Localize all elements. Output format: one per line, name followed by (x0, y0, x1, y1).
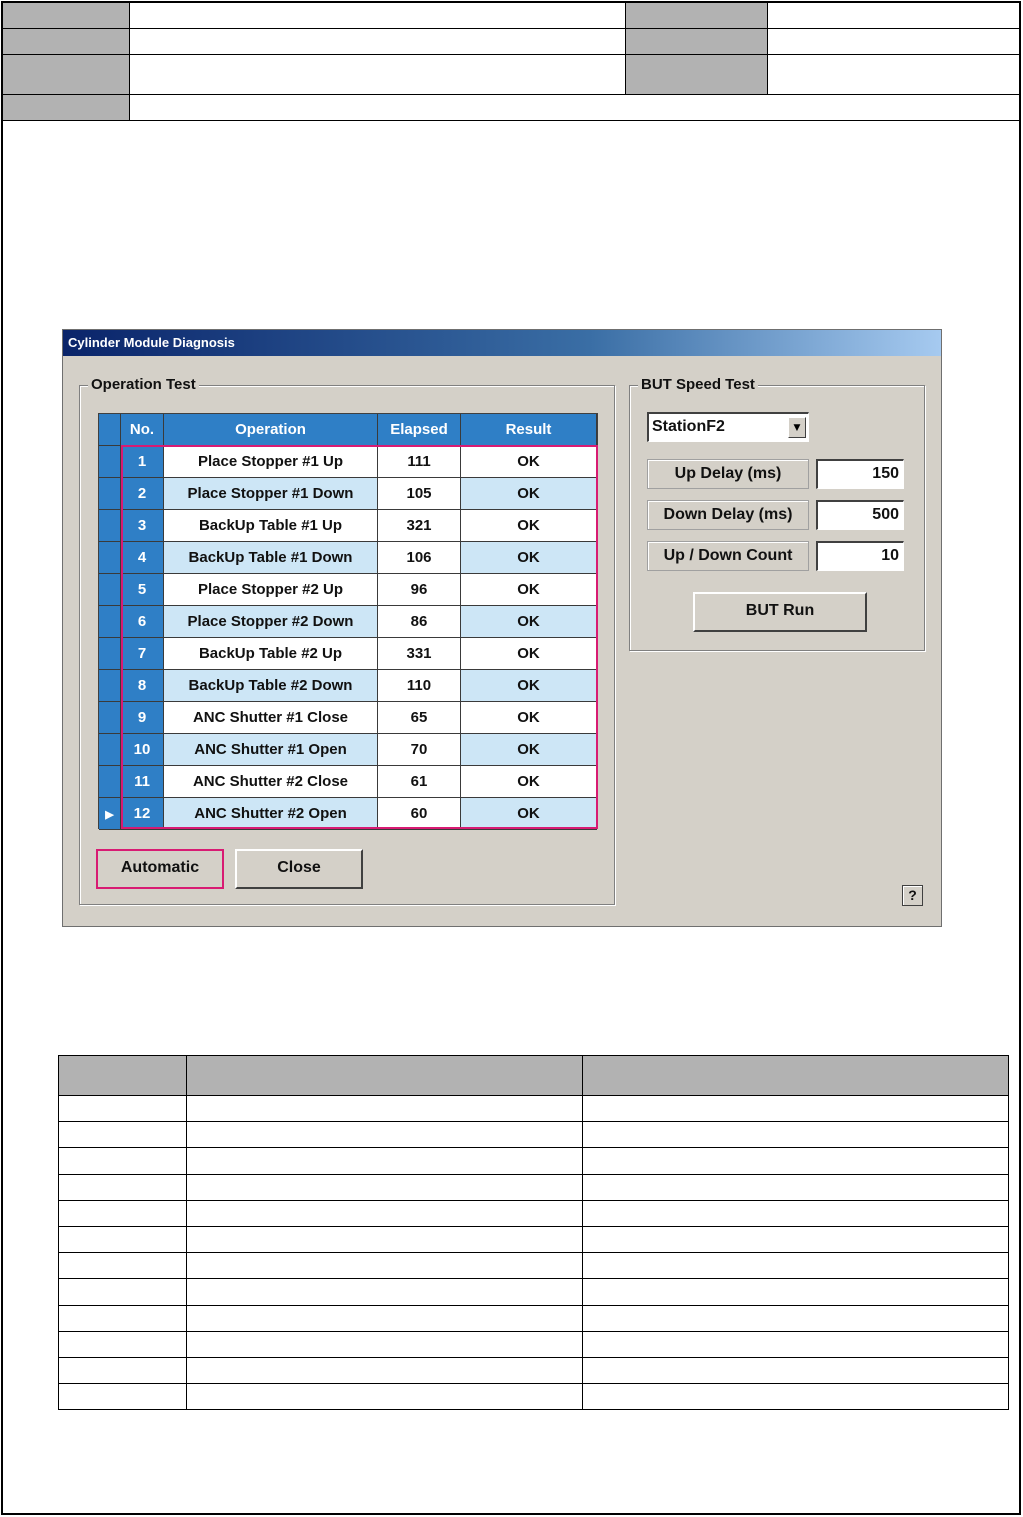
row-no[interactable]: 5 (121, 574, 164, 606)
table-cell (583, 1384, 1009, 1410)
chevron-down-icon[interactable]: ▼ (788, 417, 806, 438)
row-no[interactable]: 7 (121, 638, 164, 670)
parameter-table-header (59, 1056, 1009, 1096)
header-row (3, 95, 1019, 121)
row-selector[interactable] (99, 702, 121, 734)
table-cell (59, 1253, 187, 1279)
but-run-button[interactable]: BUT Run (693, 592, 867, 632)
row-result[interactable]: OK (461, 766, 597, 798)
row-result[interactable]: OK (461, 798, 597, 830)
table-row (59, 1200, 1009, 1226)
grid-header-row (99, 414, 597, 446)
column-header-elapsed[interactable]: Elapsed (378, 414, 461, 446)
row-elapsed[interactable]: 106 (378, 542, 461, 574)
but-speed-test-legend: BUT Speed Test (638, 376, 758, 393)
table-cell (186, 1279, 583, 1305)
header-label-cell (626, 3, 768, 28)
table-row[interactable] (99, 574, 597, 606)
table-cell (583, 1174, 1009, 1200)
table-row[interactable] (99, 446, 597, 478)
help-icon[interactable]: ? (902, 885, 923, 906)
row-no[interactable]: 1 (121, 446, 164, 478)
row-selector[interactable] (99, 542, 121, 574)
table-cell (59, 1174, 187, 1200)
row-operation[interactable]: Place Stopper #1 Up (164, 446, 378, 478)
table-cell (186, 1200, 583, 1226)
row-selector-header (99, 414, 121, 446)
table-cell (186, 1331, 583, 1357)
table-cell (59, 1305, 187, 1331)
row-no[interactable]: 4 (121, 542, 164, 574)
header-cell (186, 1056, 583, 1096)
row-result[interactable]: OK (461, 446, 597, 478)
up-delay-label: Up Delay (ms) (647, 459, 809, 489)
row-elapsed[interactable]: 111 (378, 446, 461, 478)
close-button[interactable]: Close (235, 849, 363, 889)
table-cell (583, 1122, 1009, 1148)
table-cell (59, 1357, 187, 1383)
row-operation[interactable]: BackUp Table #1 Up (164, 510, 378, 542)
row-selector[interactable] (99, 798, 121, 830)
station-select[interactable] (647, 412, 809, 442)
row-result[interactable]: OK (461, 638, 597, 670)
row-selector[interactable] (99, 478, 121, 510)
row-selector[interactable] (99, 766, 121, 798)
row-result[interactable]: OK (461, 670, 597, 702)
table-cell (583, 1331, 1009, 1357)
table-row (59, 1279, 1009, 1305)
column-header-result[interactable]: Result (461, 414, 597, 446)
row-no[interactable]: 12 (121, 798, 164, 830)
table-cell (59, 1331, 187, 1357)
header-value-cell (130, 29, 626, 54)
table-row (59, 1305, 1009, 1331)
row-operation[interactable]: BackUp Table #1 Down (164, 542, 378, 574)
table-row[interactable] (99, 798, 597, 830)
row-operation[interactable]: Place Stopper #2 Up (164, 574, 378, 606)
row-operation[interactable]: BackUp Table #2 Up (164, 638, 378, 670)
table-cell (583, 1253, 1009, 1279)
dialog-title: Cylinder Module Diagnosis (63, 330, 941, 356)
row-elapsed[interactable]: 65 (378, 702, 461, 734)
table-cell (59, 1226, 187, 1252)
header-label-cell (3, 95, 130, 120)
table-cell (583, 1200, 1009, 1226)
row-no[interactable]: 8 (121, 670, 164, 702)
row-elapsed[interactable]: 110 (378, 670, 461, 702)
header-label-cell (626, 55, 768, 94)
row-selector[interactable] (99, 510, 121, 542)
row-no[interactable]: 10 (121, 734, 164, 766)
header-value-cell (130, 3, 626, 28)
row-selector[interactable] (99, 446, 121, 478)
table-row[interactable] (99, 766, 597, 798)
table-cell (186, 1253, 583, 1279)
header-value-cell (130, 55, 626, 94)
table-cell (583, 1279, 1009, 1305)
table-row[interactable] (99, 734, 597, 766)
header-row (3, 3, 1019, 29)
operation-test-legend: Operation Test (88, 376, 199, 393)
row-result[interactable]: OK (461, 702, 597, 734)
table-cell (186, 1174, 583, 1200)
row-selector[interactable] (99, 638, 121, 670)
row-selector[interactable] (99, 670, 121, 702)
table-cell (583, 1305, 1009, 1331)
table-row[interactable] (99, 606, 597, 638)
table-cell (186, 1226, 583, 1252)
row-operation[interactable]: Place Stopper #1 Down (164, 478, 378, 510)
parameter-table (58, 1055, 1009, 1410)
row-result[interactable]: OK (461, 510, 597, 542)
row-selector[interactable] (99, 574, 121, 606)
table-cell (186, 1384, 583, 1410)
table-cell (583, 1148, 1009, 1174)
row-operation[interactable]: BackUp Table #2 Down (164, 670, 378, 702)
table-row[interactable] (99, 638, 597, 670)
column-header-no[interactable]: No. (121, 414, 164, 446)
row-no[interactable]: 3 (121, 510, 164, 542)
up-down-count-input[interactable]: 10 (816, 541, 904, 571)
row-elapsed[interactable]: 86 (378, 606, 461, 638)
row-operation[interactable]: ANC Shutter #1 Open (164, 734, 378, 766)
row-elapsed[interactable]: 321 (378, 510, 461, 542)
row-no[interactable]: 6 (121, 606, 164, 638)
table-cell (583, 1357, 1009, 1383)
row-operation[interactable]: ANC Shutter #2 Open (164, 798, 378, 830)
table-row[interactable] (99, 542, 597, 574)
table-cell (583, 1226, 1009, 1252)
up-down-count-label: Up / Down Count (647, 541, 809, 571)
row-operation[interactable]: Place Stopper #2 Down (164, 606, 378, 638)
header-row (3, 55, 1019, 95)
cylinder-module-diagnosis-dialog (62, 329, 942, 927)
row-elapsed[interactable]: 60 (378, 798, 461, 830)
table-row (59, 1253, 1009, 1279)
table-cell (186, 1122, 583, 1148)
table-cell (186, 1096, 583, 1122)
row-no[interactable]: 9 (121, 702, 164, 734)
row-elapsed[interactable]: 61 (378, 766, 461, 798)
table-row[interactable] (99, 510, 597, 542)
table-row (59, 1148, 1009, 1174)
row-result[interactable]: OK (461, 606, 597, 638)
table-cell (59, 1384, 187, 1410)
row-elapsed[interactable]: 105 (378, 478, 461, 510)
row-elapsed[interactable]: 96 (378, 574, 461, 606)
table-row (59, 1357, 1009, 1383)
table-cell (186, 1148, 583, 1174)
row-operation[interactable]: ANC Shutter #2 Close (164, 766, 378, 798)
operation-grid[interactable] (98, 413, 598, 829)
table-cell (583, 1096, 1009, 1122)
down-delay-input[interactable]: 500 (816, 500, 904, 530)
down-delay-label: Down Delay (ms) (647, 500, 809, 530)
row-result[interactable]: OK (461, 542, 597, 574)
parameter-table-body (59, 1096, 1009, 1410)
header-cell (59, 1056, 187, 1096)
table-cell (186, 1357, 583, 1383)
table-row (59, 1331, 1009, 1357)
table-row[interactable] (99, 702, 597, 734)
table-row (59, 1384, 1009, 1410)
automatic-button[interactable]: Automatic (96, 849, 224, 889)
table-cell (59, 1122, 187, 1148)
row-elapsed[interactable]: 70 (378, 734, 461, 766)
header-cell (583, 1056, 1009, 1096)
up-delay-input[interactable]: 150 (816, 459, 904, 489)
row-no[interactable]: 11 (121, 766, 164, 798)
row-selector[interactable] (99, 734, 121, 766)
table-row (59, 1096, 1009, 1122)
row-result[interactable]: OK (461, 574, 597, 606)
table-cell (59, 1279, 187, 1305)
table-cell (59, 1200, 187, 1226)
header-row (3, 29, 1019, 55)
table-cell (59, 1096, 187, 1122)
row-operation[interactable]: ANC Shutter #1 Close (164, 702, 378, 734)
current-row-arrow-icon: ▶ (105, 809, 114, 821)
header-label-cell (3, 3, 130, 28)
row-result[interactable]: OK (461, 478, 597, 510)
table-row (59, 1174, 1009, 1200)
table-row[interactable] (99, 478, 597, 510)
row-no[interactable]: 2 (121, 478, 164, 510)
row-result[interactable]: OK (461, 734, 597, 766)
column-header-operation[interactable]: Operation (164, 414, 378, 446)
header-label-cell (3, 55, 130, 94)
station-select-value: StationF2 (652, 418, 725, 435)
table-row (59, 1122, 1009, 1148)
row-elapsed[interactable]: 331 (378, 638, 461, 670)
header-label-cell (626, 29, 768, 54)
header-label-cell (3, 29, 130, 54)
table-row (59, 1226, 1009, 1252)
table-cell (59, 1148, 187, 1174)
table-cell (186, 1305, 583, 1331)
row-selector[interactable] (99, 606, 121, 638)
table-row[interactable] (99, 670, 597, 702)
